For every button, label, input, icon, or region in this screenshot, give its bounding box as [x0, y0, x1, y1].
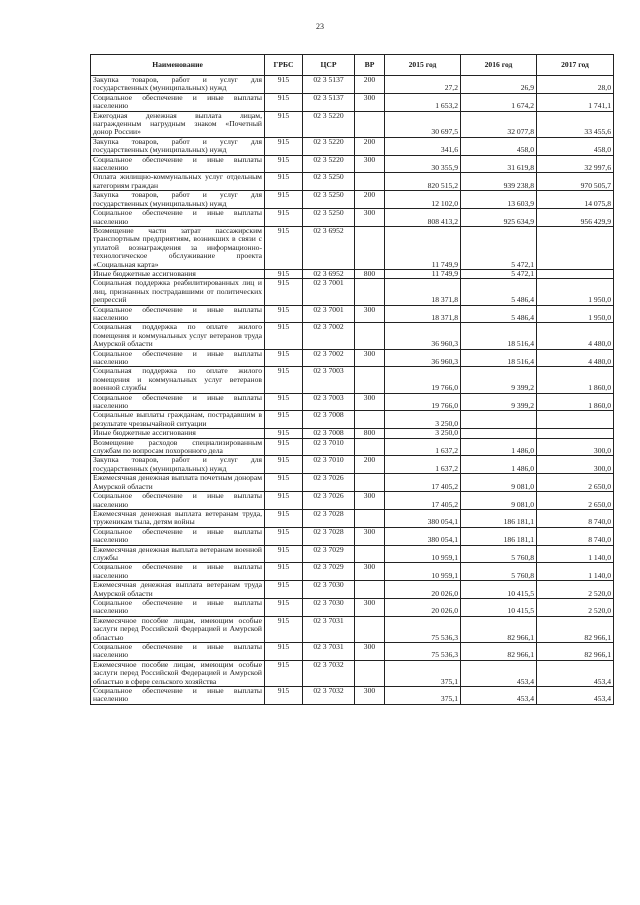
cell-2016: 5 472,1 — [461, 226, 537, 269]
header-2015: 2015 год — [385, 55, 461, 76]
cell-vr: 300 — [355, 349, 385, 367]
cell-name: Ежемесячная денежная выплата ветеранам труда Амурской области — [91, 581, 265, 599]
cell-2015: 375,1 — [385, 687, 461, 705]
cell-csr: 02 3 7029 — [303, 563, 355, 581]
cell-2015: 30 697,5 — [385, 111, 461, 137]
cell-grbs: 915 — [265, 393, 303, 411]
cell-vr — [355, 660, 385, 686]
cell-2017: 4 480,0 — [537, 349, 614, 367]
table-header-row — [91, 55, 614, 76]
cell-2015: 30 355,9 — [385, 155, 461, 173]
cell-2017: 453,4 — [537, 660, 614, 686]
cell-vr — [355, 509, 385, 527]
cell-2016: 925 634,9 — [461, 209, 537, 227]
header-2016: 2016 год — [461, 55, 537, 76]
cell-vr: 200 — [355, 137, 385, 155]
cell-grbs: 915 — [265, 137, 303, 155]
table-row — [91, 429, 614, 438]
cell-2015: 36 960,3 — [385, 323, 461, 349]
cell-2015: 20 026,0 — [385, 581, 461, 599]
cell-2015: 1 637,2 — [385, 456, 461, 474]
cell-csr: 02 3 5137 — [303, 93, 355, 111]
cell-2016: 1 486,0 — [461, 438, 537, 456]
cell-grbs: 915 — [265, 76, 303, 94]
cell-name: Социальное обеспечение и иные выплаты населению — [91, 598, 265, 616]
cell-vr — [355, 581, 385, 599]
cell-csr: 02 3 7029 — [303, 545, 355, 563]
table-row — [91, 438, 614, 456]
cell-csr: 02 3 6952 — [303, 269, 355, 278]
cell-2015: 18 371,8 — [385, 279, 461, 305]
cell-2015: 341,6 — [385, 137, 461, 155]
table-row — [91, 279, 614, 305]
header-2017: 2017 год — [537, 55, 614, 76]
cell-2017 — [537, 411, 614, 429]
cell-grbs: 915 — [265, 687, 303, 705]
cell-csr: 02 3 7031 — [303, 616, 355, 642]
cell-vr: 800 — [355, 269, 385, 278]
cell-2016: 82 966,1 — [461, 643, 537, 661]
cell-2016: 1 674,2 — [461, 93, 537, 111]
cell-2017: 458,0 — [537, 137, 614, 155]
cell-grbs: 915 — [265, 411, 303, 429]
cell-2016: 186 181,1 — [461, 509, 537, 527]
table-row — [91, 598, 614, 616]
cell-vr: 300 — [355, 155, 385, 173]
cell-2017: 1 140,0 — [537, 563, 614, 581]
cell-name: Социальная поддержка реабилитированных лиц и лиц, признанных пострадавшими от политических репрессий — [91, 279, 265, 305]
cell-grbs: 915 — [265, 155, 303, 173]
cell-vr: 300 — [355, 393, 385, 411]
cell-csr: 02 3 7001 — [303, 305, 355, 323]
cell-2017: 2 650,0 — [537, 474, 614, 492]
cell-2015: 11 749,9 — [385, 226, 461, 269]
cell-grbs: 915 — [265, 527, 303, 545]
cell-csr: 02 3 7001 — [303, 279, 355, 305]
table-row — [91, 76, 614, 94]
cell-name: Иные бюджетные ассигнования — [91, 269, 265, 278]
cell-grbs: 915 — [265, 598, 303, 616]
cell-csr: 02 3 7008 — [303, 429, 355, 438]
cell-grbs: 915 — [265, 616, 303, 642]
cell-csr: 02 3 7003 — [303, 393, 355, 411]
table-row — [91, 545, 614, 563]
cell-name: Социальное обеспечение и иные выплаты населению — [91, 492, 265, 510]
cell-name: Социальная поддержка по оплате жилого помещения и коммунальных услуг ветеранов труда Амурской области — [91, 323, 265, 349]
cell-csr: 02 3 6952 — [303, 226, 355, 269]
cell-2015: 820 515,2 — [385, 173, 461, 191]
cell-2015: 18 371,8 — [385, 305, 461, 323]
cell-csr: 02 3 5220 — [303, 111, 355, 137]
cell-2017: 300,0 — [537, 456, 614, 474]
cell-grbs: 915 — [265, 429, 303, 438]
cell-2016: 18 516,4 — [461, 349, 537, 367]
cell-2015: 808 413,2 — [385, 209, 461, 227]
cell-2017: 1 860,0 — [537, 367, 614, 393]
header-csr: ЦСР — [303, 55, 355, 76]
cell-2017: 32 997,6 — [537, 155, 614, 173]
cell-grbs: 915 — [265, 643, 303, 661]
cell-grbs: 915 — [265, 93, 303, 111]
cell-vr: 300 — [355, 93, 385, 111]
cell-csr: 02 3 5137 — [303, 76, 355, 94]
cell-2017: 2 520,0 — [537, 581, 614, 599]
cell-name: Ежегодная денежная выплата лицам, награжденным нагрудным знаком «Почетный донор России» — [91, 111, 265, 137]
table-row — [91, 411, 614, 429]
cell-vr: 300 — [355, 687, 385, 705]
cell-grbs: 915 — [265, 474, 303, 492]
cell-2016: 9 081,0 — [461, 492, 537, 510]
cell-name: Ежемесячная денежная выплата почетным донорам Амурской области — [91, 474, 265, 492]
table-row — [91, 563, 614, 581]
cell-csr: 02 3 7032 — [303, 687, 355, 705]
cell-2015: 10 959,1 — [385, 545, 461, 563]
table-row — [91, 323, 614, 349]
cell-2017: 970 505,7 — [537, 173, 614, 191]
cell-grbs: 915 — [265, 456, 303, 474]
cell-2016: 13 603,9 — [461, 191, 537, 209]
cell-grbs: 915 — [265, 279, 303, 305]
cell-2016: 18 516,4 — [461, 323, 537, 349]
table-row — [91, 191, 614, 209]
cell-csr: 02 3 5220 — [303, 155, 355, 173]
cell-2016: 5 760,8 — [461, 563, 537, 581]
cell-grbs: 915 — [265, 509, 303, 527]
cell-vr — [355, 226, 385, 269]
cell-2017: 453,4 — [537, 687, 614, 705]
cell-2016: 5 760,8 — [461, 545, 537, 563]
cell-2016: 26,9 — [461, 76, 537, 94]
cell-name: Ежемесячная денежная выплата ветеранам труда, труженикам тыла, детям войны — [91, 509, 265, 527]
cell-2015: 27,2 — [385, 76, 461, 94]
budget-table — [90, 54, 614, 705]
cell-2017 — [537, 429, 614, 438]
cell-name: Социальная поддержка по оплате жилого помещения и коммунальных услуг ветеранов военной службы — [91, 367, 265, 393]
cell-2016: 9 399,2 — [461, 393, 537, 411]
cell-2015: 36 960,3 — [385, 349, 461, 367]
cell-vr — [355, 438, 385, 456]
table-row — [91, 269, 614, 278]
cell-2015: 380 054,1 — [385, 509, 461, 527]
header-name: Наименование — [91, 55, 265, 76]
table-row — [91, 349, 614, 367]
cell-vr: 200 — [355, 191, 385, 209]
cell-grbs: 915 — [265, 173, 303, 191]
cell-2016: 1 486,0 — [461, 456, 537, 474]
cell-vr: 300 — [355, 527, 385, 545]
cell-vr — [355, 111, 385, 137]
cell-grbs: 915 — [265, 660, 303, 686]
cell-name: Оплата жилищно-коммунальных услуг отдельным категориям граждан — [91, 173, 265, 191]
table-row — [91, 393, 614, 411]
cell-grbs: 915 — [265, 581, 303, 599]
cell-2015: 75 536,3 — [385, 643, 461, 661]
cell-vr — [355, 367, 385, 393]
cell-name: Социальное обеспечение и иные выплаты населению — [91, 93, 265, 111]
cell-2016: 458,0 — [461, 137, 537, 155]
cell-name: Социальное обеспечение и иные выплаты населению — [91, 393, 265, 411]
table-row — [91, 616, 614, 642]
header-vr: ВР — [355, 55, 385, 76]
cell-2015: 11 749,9 — [385, 269, 461, 278]
cell-vr — [355, 323, 385, 349]
cell-vr — [355, 173, 385, 191]
cell-vr: 300 — [355, 643, 385, 661]
cell-csr: 02 3 7002 — [303, 349, 355, 367]
cell-csr: 02 3 5250 — [303, 173, 355, 191]
cell-csr: 02 3 7003 — [303, 367, 355, 393]
cell-grbs: 915 — [265, 305, 303, 323]
cell-csr: 02 3 5250 — [303, 209, 355, 227]
table-row — [91, 581, 614, 599]
cell-2017: 2 650,0 — [537, 492, 614, 510]
cell-2017: 1 950,0 — [537, 305, 614, 323]
cell-grbs: 915 — [265, 367, 303, 393]
cell-2015: 3 250,0 — [385, 429, 461, 438]
cell-2015: 20 026,0 — [385, 598, 461, 616]
table-row — [91, 660, 614, 686]
cell-name: Возмещение расходов специализированным службам по вопросам похоронного дела — [91, 438, 265, 456]
cell-vr: 200 — [355, 76, 385, 94]
cell-2017 — [537, 226, 614, 269]
cell-name: Ежемесячное пособие лицам, имеющим особые заслуги перед Российской Федерацией и Амурской областью — [91, 616, 265, 642]
cell-name: Социальное обеспечение и иные выплаты населению — [91, 349, 265, 367]
cell-2016: 5 472,1 — [461, 269, 537, 278]
cell-2017: 82 966,1 — [537, 616, 614, 642]
cell-csr: 02 3 7032 — [303, 660, 355, 686]
cell-2016 — [461, 411, 537, 429]
cell-grbs: 915 — [265, 226, 303, 269]
cell-2017: 28,0 — [537, 76, 614, 94]
cell-grbs: 915 — [265, 545, 303, 563]
cell-csr: 02 3 7010 — [303, 438, 355, 456]
cell-2015: 3 250,0 — [385, 411, 461, 429]
cell-2017: 1 950,0 — [537, 279, 614, 305]
cell-2015: 75 536,3 — [385, 616, 461, 642]
cell-2015: 375,1 — [385, 660, 461, 686]
cell-csr: 02 3 5250 — [303, 191, 355, 209]
cell-name: Ежемесячная денежная выплата ветеранам военной службы — [91, 545, 265, 563]
cell-name: Иные бюджетные ассигнования — [91, 429, 265, 438]
cell-csr: 02 3 7030 — [303, 581, 355, 599]
cell-2016: 5 486,4 — [461, 305, 537, 323]
cell-csr: 02 3 5220 — [303, 137, 355, 155]
cell-csr: 02 3 7008 — [303, 411, 355, 429]
cell-2017: 1 140,0 — [537, 545, 614, 563]
table-row — [91, 527, 614, 545]
cell-vr: 200 — [355, 456, 385, 474]
cell-2016: 10 415,5 — [461, 581, 537, 599]
cell-vr: 300 — [355, 563, 385, 581]
cell-grbs: 915 — [265, 191, 303, 209]
cell-vr: 300 — [355, 305, 385, 323]
table-row — [91, 173, 614, 191]
cell-2016: 32 077,8 — [461, 111, 537, 137]
cell-2016: 453,4 — [461, 687, 537, 705]
cell-csr: 02 3 7026 — [303, 492, 355, 510]
cell-vr: 300 — [355, 492, 385, 510]
cell-2017: 4 480,0 — [537, 323, 614, 349]
cell-2017: 82 966,1 — [537, 643, 614, 661]
cell-2015: 1 637,2 — [385, 438, 461, 456]
cell-csr: 02 3 7031 — [303, 643, 355, 661]
cell-grbs: 915 — [265, 323, 303, 349]
cell-name: Социальное обеспечение и иные выплаты населению — [91, 687, 265, 705]
cell-grbs: 915 — [265, 209, 303, 227]
cell-name: Закупка товаров, работ и услуг для государственных (муниципальных) нужд — [91, 456, 265, 474]
table-body — [91, 76, 614, 705]
cell-2016: 31 619,8 — [461, 155, 537, 173]
cell-2017: 2 520,0 — [537, 598, 614, 616]
cell-2017: 14 075,8 — [537, 191, 614, 209]
cell-name: Закупка товаров, работ и услуг для государственных (муниципальных) нужд — [91, 76, 265, 94]
cell-vr — [355, 411, 385, 429]
cell-2015: 17 405,2 — [385, 474, 461, 492]
cell-grbs: 915 — [265, 111, 303, 137]
cell-name: Ежемесячное пособие лицам, имеющим особые заслуги перед Российской Федерацией и Амурской областью в сфере сельского хозяйства — [91, 660, 265, 686]
cell-grbs: 915 — [265, 349, 303, 367]
cell-grbs: 915 — [265, 269, 303, 278]
table-row — [91, 474, 614, 492]
table-row — [91, 643, 614, 661]
cell-csr: 02 3 7026 — [303, 474, 355, 492]
page-number: 23 — [316, 22, 324, 31]
cell-name: Социальное обеспечение и иные выплаты населению — [91, 563, 265, 581]
cell-grbs: 915 — [265, 438, 303, 456]
cell-2017: 8 740,0 — [537, 509, 614, 527]
table-row — [91, 305, 614, 323]
table-row — [91, 226, 614, 269]
table-row — [91, 155, 614, 173]
header-grbs: ГРБС — [265, 55, 303, 76]
cell-2017: 1 860,0 — [537, 393, 614, 411]
cell-2016 — [461, 429, 537, 438]
cell-2015: 19 766,0 — [385, 393, 461, 411]
table-row — [91, 509, 614, 527]
cell-2016: 186 181,1 — [461, 527, 537, 545]
cell-name: Социальное обеспечение и иные выплаты населению — [91, 305, 265, 323]
cell-2017: 300,0 — [537, 438, 614, 456]
cell-name: Закупка товаров, работ и услуг для государственных (муниципальных) нужд — [91, 191, 265, 209]
cell-name: Социальное обеспечение и иные выплаты населению — [91, 155, 265, 173]
cell-2017: 1 741,1 — [537, 93, 614, 111]
cell-vr — [355, 545, 385, 563]
cell-2015: 19 766,0 — [385, 367, 461, 393]
cell-2016: 5 486,4 — [461, 279, 537, 305]
table-row — [91, 687, 614, 705]
cell-name: Социальные выплаты гражданам, пострадавшим в результате чрезвычайной ситуации — [91, 411, 265, 429]
cell-name: Социальное обеспечение и иные выплаты населению — [91, 527, 265, 545]
table-row — [91, 456, 614, 474]
cell-2016: 9 399,2 — [461, 367, 537, 393]
cell-2016: 939 238,8 — [461, 173, 537, 191]
cell-2015: 12 102,0 — [385, 191, 461, 209]
cell-2016: 10 415,5 — [461, 598, 537, 616]
table-row — [91, 492, 614, 510]
cell-name: Социальное обеспечение и иные выплаты населению — [91, 209, 265, 227]
cell-2015: 17 405,2 — [385, 492, 461, 510]
cell-csr: 02 3 7030 — [303, 598, 355, 616]
cell-2017: 8 740,0 — [537, 527, 614, 545]
table-row — [91, 367, 614, 393]
table-row — [91, 209, 614, 227]
cell-2015: 10 959,1 — [385, 563, 461, 581]
cell-name: Социальное обеспечение и иные выплаты населению — [91, 643, 265, 661]
cell-grbs: 915 — [265, 492, 303, 510]
table-row — [91, 137, 614, 155]
cell-csr: 02 3 7002 — [303, 323, 355, 349]
cell-name: Возмещение части затрат пассажирским транспортным предприятиям, возникших в связи с уплатой вознаграждения за информационно-технологическое обслуживание проекта «Социальная карта» — [91, 226, 265, 269]
cell-2016: 453,4 — [461, 660, 537, 686]
table-row — [91, 93, 614, 111]
cell-vr: 800 — [355, 429, 385, 438]
cell-2016: 82 966,1 — [461, 616, 537, 642]
cell-2017 — [537, 269, 614, 278]
cell-vr — [355, 279, 385, 305]
cell-2016: 9 081,0 — [461, 474, 537, 492]
cell-2015: 1 653,2 — [385, 93, 461, 111]
cell-vr — [355, 474, 385, 492]
cell-name: Закупка товаров, работ и услуг для государственных (муниципальных) нужд — [91, 137, 265, 155]
cell-vr: 300 — [355, 598, 385, 616]
cell-vr — [355, 616, 385, 642]
cell-2017: 33 455,6 — [537, 111, 614, 137]
cell-csr: 02 3 7028 — [303, 509, 355, 527]
cell-vr: 300 — [355, 209, 385, 227]
cell-csr: 02 3 7028 — [303, 527, 355, 545]
table-row — [91, 111, 614, 137]
cell-2017: 956 429,9 — [537, 209, 614, 227]
cell-grbs: 915 — [265, 563, 303, 581]
cell-csr: 02 3 7010 — [303, 456, 355, 474]
cell-2015: 380 054,1 — [385, 527, 461, 545]
